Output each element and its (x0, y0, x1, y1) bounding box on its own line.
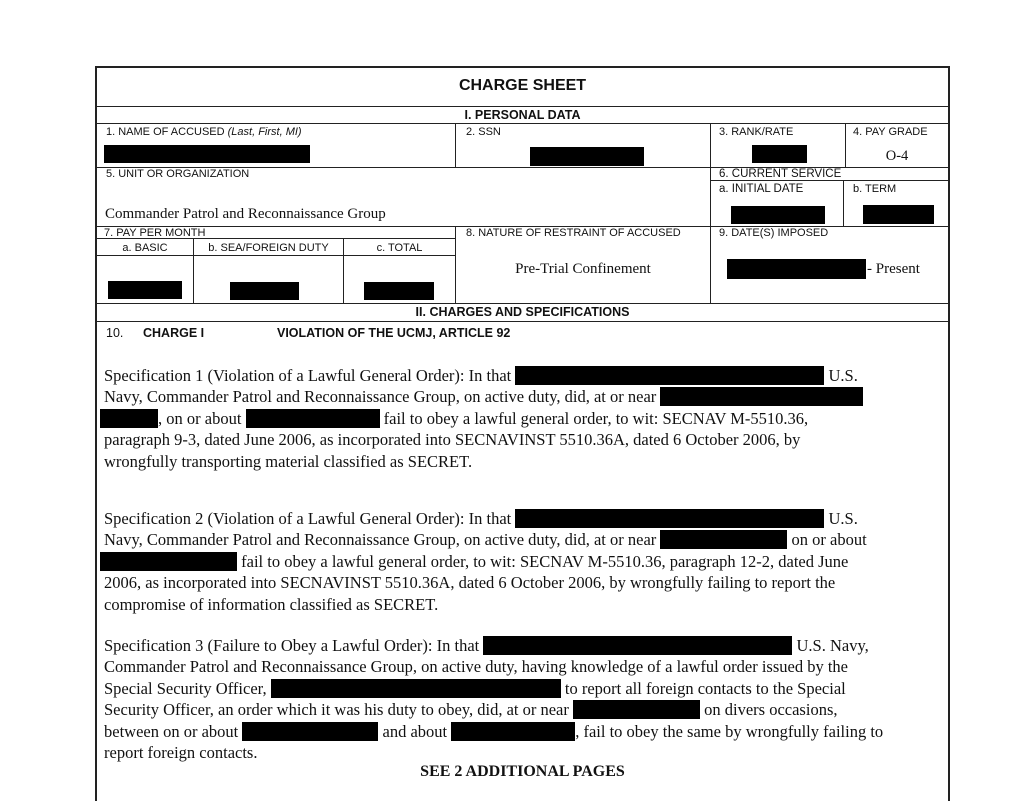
spec3-line-6: report foreign contacts. (104, 742, 258, 762)
redaction-total (364, 282, 434, 300)
vrule-1 (455, 123, 456, 167)
f4-label: 4. PAY GRADE (853, 126, 928, 138)
vrule-4 (843, 180, 844, 226)
spec1-line-3: , on or about fail to obey a lawful general order, to wit: SECNAV M-5510.36, (100, 408, 863, 429)
rule-f6-sub (710, 180, 948, 181)
charge-article: VIOLATION OF THE UCMJ, ARTICLE 92 (277, 326, 511, 340)
f4-value: O-4 (885, 148, 909, 164)
redaction (100, 409, 158, 428)
redaction (660, 387, 863, 406)
f7a-label: a. BASIC (122, 242, 168, 254)
f8-label: 8. NATURE OF RESTRAINT OF ACCUSED (466, 227, 681, 239)
redaction (483, 636, 792, 655)
vrule-6 (710, 226, 711, 303)
redaction (242, 722, 378, 741)
frame-top (95, 66, 950, 68)
redaction-basic (108, 281, 182, 299)
f6a-label: a. INITIAL DATE (719, 183, 804, 195)
f1-label-group (106, 126, 302, 138)
redaction (100, 552, 237, 571)
f8-value: Pre-Trial Confinement (515, 261, 651, 277)
f6b-label: b. TERM (853, 183, 897, 195)
redaction (246, 409, 380, 428)
redaction-sea-foreign (230, 282, 299, 300)
spec3-line-2: Commander Patrol and Reconnaissance Group, on active duty, having knowledge of a lawful order issued by the (104, 657, 848, 677)
spec2-line-2: Navy, Commander Patrol and Reconnaissance Group, on active duty, did, at or near on or about (104, 530, 867, 550)
rule-section2-bottom (97, 321, 948, 322)
spec1-line-1: Specification 1 (Violation of a Lawful General Order): In that U.S. (104, 366, 858, 385)
f7b-label: b. SEA/FOREIGN DUTY (208, 242, 329, 254)
charge-label: CHARGE I (143, 326, 205, 340)
f3-label: 3. RANK/RATE (719, 126, 794, 138)
f6-label: 6. CURRENT SERVICE (719, 168, 842, 180)
rule-f7-sub2 (97, 255, 455, 256)
form-title: CHARGE SHEET (458, 77, 587, 94)
f7-label: 7. PAY PER MONTH (104, 227, 206, 239)
redaction (660, 530, 787, 549)
f5-value: Commander Patrol and Reconnaissance Group (105, 206, 386, 222)
redaction-rank (752, 145, 807, 163)
spec3-line-3: Special Security Officer, to report all foreign contacts to the Special (104, 678, 846, 698)
spec1-line-4: paragraph 9-3, dated June 2006, as incorporated into SECNAVINST 5510.36A, dated 6 October 2006, by (104, 430, 801, 450)
frame-left (95, 66, 97, 801)
redaction-term (863, 205, 934, 224)
section1-heading: I. PERSONAL DATA (464, 108, 581, 122)
rule-title-bottom (97, 106, 948, 107)
specification-3 (104, 635, 883, 763)
section2-heading: II. CHARGES AND SPECIFICATIONS (415, 305, 630, 319)
f2-label: 2. SSN (466, 126, 501, 138)
f1-hint: (Last, First, MI) (227, 126, 302, 138)
rule-section1-bottom (97, 123, 948, 124)
spec2-line-1: Specification 2 (Violation of a Lawful General Order): In that U.S. (104, 509, 858, 528)
f9-value: - Present (867, 261, 920, 277)
specification-2 (104, 508, 867, 615)
f7c-label: c. TOTAL (376, 242, 423, 254)
specification-1 (104, 365, 863, 472)
charge-number: 10. (106, 326, 124, 340)
redaction (451, 722, 575, 741)
f9-label: 9. DATE(S) IMPOSED (719, 227, 829, 239)
spec1-line-5: wrongfully transporting material classified as SECRET. (104, 451, 473, 471)
redaction-initial-date (731, 206, 825, 224)
redaction (515, 366, 824, 385)
rule-row3-bottom (97, 303, 948, 304)
spec2-line-4: 2006, as incorporated into SECNAVINST 5510.36A, dated 6 October 2006, by wrongfully failing to report the (104, 573, 836, 593)
spec2-line-5: compromise of information classified as SECRET. (104, 594, 439, 614)
redaction-ssn (530, 147, 644, 166)
spec3-line-5: between on or about and about , fail to obey the same by wrongfully failing to (104, 721, 884, 741)
redaction (271, 679, 561, 698)
frame-right (948, 66, 950, 801)
vrule-2 (710, 123, 711, 226)
see-additional-pages: SEE 2 ADDITIONAL PAGES (420, 763, 625, 780)
spec3-line-4: Security Officer, an order which it was his duty to obey, did, at or near on divers occasions, (104, 700, 838, 720)
redaction (573, 700, 700, 719)
redaction (515, 509, 824, 528)
spec3-line-1: Specification 3 (Failure to Obey a Lawful Order): In that U.S. Navy, (104, 636, 869, 655)
f5-label: 5. UNIT OR ORGANIZATION (106, 168, 250, 180)
f1-label: 1. NAME OF ACCUSED (106, 126, 225, 138)
redaction-dates-imposed (727, 259, 866, 279)
redaction-name (104, 145, 310, 163)
spec2-line-3: fail to obey a lawful general order, to wit: SECNAV M-5510.36, paragraph 12-2, dated June (100, 551, 867, 572)
spec1-line-2: Navy, Commander Patrol and Reconnaissance Group, on active duty, did, at or near (104, 386, 863, 407)
